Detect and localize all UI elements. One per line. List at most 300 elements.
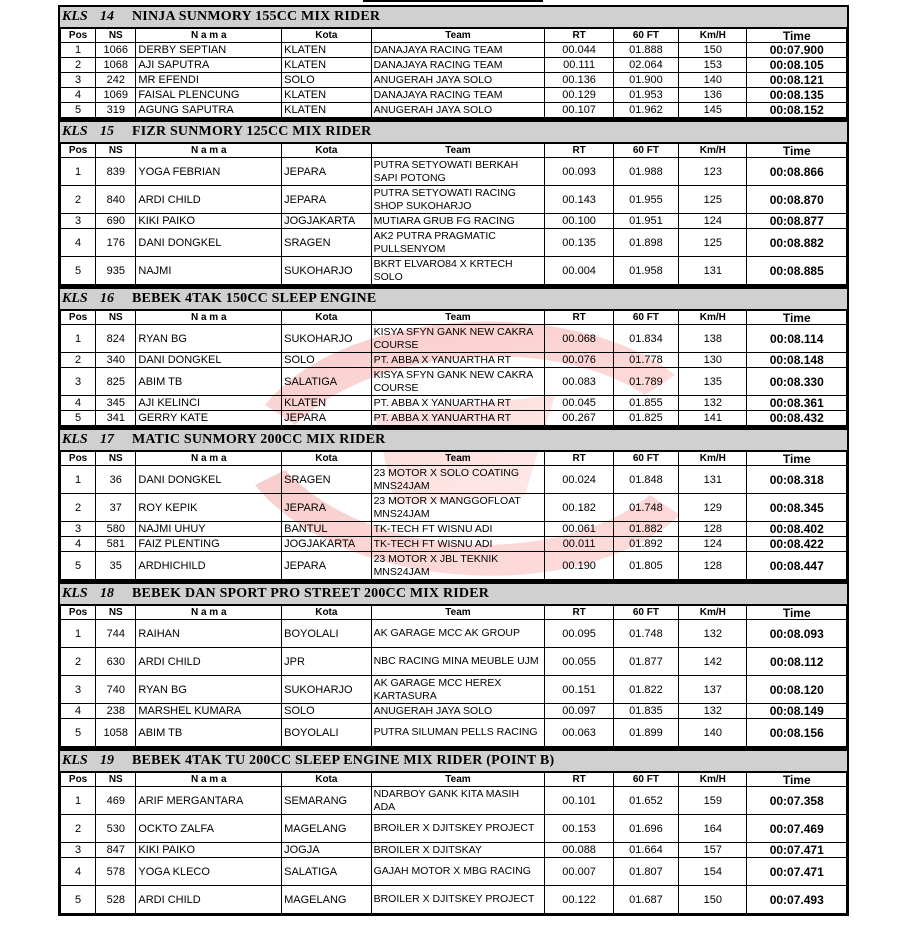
column-header-rt: RT — [545, 311, 613, 325]
column-header-ns: NS — [96, 29, 136, 43]
column-header-kmh: Km/H — [679, 606, 747, 620]
cell-kota: SRAGEN — [282, 229, 371, 257]
cell-kmh: 131 — [679, 257, 747, 285]
cell-pos: 3 — [61, 73, 96, 88]
cell-ns: 340 — [96, 353, 136, 368]
cell-time: 00:08.114 — [747, 325, 847, 353]
cell-pos: 3 — [61, 368, 96, 396]
column-header-ft: 60 FT — [613, 606, 678, 620]
cell-kmh: 164 — [679, 815, 747, 843]
cell-team: DANAJAYA RACING TEAM — [371, 43, 545, 58]
cell-rt: 00.111 — [545, 58, 613, 73]
cell-nama: OCKTO ZALFA — [136, 815, 282, 843]
cell-ft: 01.807 — [613, 858, 678, 886]
cell-ft: 01.877 — [613, 648, 678, 676]
cell-time: 00:07.471 — [747, 843, 847, 858]
column-header-pos: Pos — [61, 452, 96, 466]
cell-rt: 00.024 — [545, 466, 613, 494]
cell-rt: 00.068 — [545, 325, 613, 353]
cell-kota: SOLO — [282, 73, 371, 88]
table-row — [61, 103, 847, 118]
cell-kmh: 141 — [679, 411, 747, 426]
cell-nama: DANI DONGKEL — [136, 229, 282, 257]
cell-ns: 1058 — [96, 719, 136, 747]
table-row — [61, 229, 847, 257]
cell-kmh: 145 — [679, 103, 747, 118]
column-header-rt: RT — [545, 773, 613, 787]
cell-ns: 740 — [96, 676, 136, 704]
results-sheet — [58, 0, 849, 916]
results-table — [60, 772, 847, 914]
column-header-ft: 60 FT — [613, 29, 678, 43]
column-header-pos: Pos — [61, 773, 96, 787]
results-table — [60, 310, 847, 426]
cell-team: PUTRA SILUMAN PELLS RACING — [371, 719, 545, 747]
table-row — [61, 494, 847, 522]
cell-time: 00:08.402 — [747, 522, 847, 537]
cell-nama: FAIZ PLENTING — [136, 537, 282, 552]
cell-time: 00:08.885 — [747, 257, 847, 285]
class-section — [58, 428, 849, 582]
column-header-time: Time — [747, 773, 847, 787]
cell-rt: 00.076 — [545, 353, 613, 368]
cell-kota: SALATIGA — [282, 858, 371, 886]
cell-rt: 00.153 — [545, 815, 613, 843]
cell-kota: KLATEN — [282, 103, 371, 118]
cell-time: 00:08.330 — [747, 368, 847, 396]
cell-nama: MR EFENDI — [136, 73, 282, 88]
column-header-team: Team — [371, 144, 545, 158]
cell-rt: 00.011 — [545, 537, 613, 552]
class-title: BEBEK 4TAK TU 200CC SLEEP ENGINE MIX RIDER (POINT B) — [132, 753, 555, 768]
cell-kmh: 150 — [679, 886, 747, 914]
table-row — [61, 704, 847, 719]
cell-time: 00:07.358 — [747, 787, 847, 815]
column-header-team: Team — [371, 452, 545, 466]
column-header-time: Time — [747, 144, 847, 158]
cell-team: GAJAH MOTOR X MBG RACING — [371, 858, 545, 886]
cell-time: 00:08.093 — [747, 620, 847, 648]
cell-kmh: 140 — [679, 73, 747, 88]
class-header — [60, 120, 847, 143]
table-row — [61, 257, 847, 285]
column-header-kmh: Km/H — [679, 29, 747, 43]
cell-time: 00:08.877 — [747, 214, 847, 229]
cell-kmh: 125 — [679, 229, 747, 257]
class-header — [60, 428, 847, 451]
cell-kota: SRAGEN — [282, 466, 371, 494]
cell-ns: 345 — [96, 396, 136, 411]
cell-ns: 578 — [96, 858, 136, 886]
cell-time: 00:08.432 — [747, 411, 847, 426]
cell-kmh: 140 — [679, 719, 747, 747]
column-header-kmh: Km/H — [679, 311, 747, 325]
cell-ft: 02.064 — [613, 58, 678, 73]
cell-pos: 4 — [61, 396, 96, 411]
cell-rt: 00.122 — [545, 886, 613, 914]
cell-time: 00:08.120 — [747, 676, 847, 704]
cell-nama: ARIF MERGANTARA — [136, 787, 282, 815]
cell-team: ANUGERAH JAYA SOLO — [371, 73, 545, 88]
cell-nama: ARDI CHILD — [136, 186, 282, 214]
cell-kota: MAGELANG — [282, 815, 371, 843]
cell-kmh: 124 — [679, 214, 747, 229]
cell-rt: 00.088 — [545, 843, 613, 858]
column-header-ns: NS — [96, 452, 136, 466]
cell-kmh: 124 — [679, 537, 747, 552]
cell-pos: 2 — [61, 648, 96, 676]
cell-rt: 00.100 — [545, 214, 613, 229]
table-row — [61, 886, 847, 914]
table-row — [61, 552, 847, 580]
cell-kota: KLATEN — [282, 88, 371, 103]
cell-kmh: 132 — [679, 396, 747, 411]
cell-ns: 1068 — [96, 58, 136, 73]
cell-team: ANUGERAH JAYA SOLO — [371, 103, 545, 118]
cell-pos: 1 — [61, 466, 96, 494]
cell-nama: RYAN BG — [136, 676, 282, 704]
table-header-row — [61, 29, 847, 43]
cell-rt: 00.055 — [545, 648, 613, 676]
cell-pos: 1 — [61, 325, 96, 353]
cell-kota: KLATEN — [282, 58, 371, 73]
column-header-team: Team — [371, 311, 545, 325]
kls-number: 19 — [100, 753, 114, 768]
cell-ft: 01.696 — [613, 815, 678, 843]
class-title: NINJA SUNMORY 155CC MIX RIDER — [132, 9, 381, 24]
cell-nama: ARDI CHILD — [136, 648, 282, 676]
table-row — [61, 396, 847, 411]
column-header-kota: Kota — [282, 144, 371, 158]
cell-pos: 3 — [61, 676, 96, 704]
column-header-ft: 60 FT — [613, 311, 678, 325]
cell-pos: 5 — [61, 886, 96, 914]
cell-ft: 01.848 — [613, 466, 678, 494]
cell-kota: JOGJA — [282, 843, 371, 858]
cell-kmh: 138 — [679, 325, 747, 353]
kls-number: 16 — [100, 291, 114, 306]
kls-label: KLS — [62, 753, 88, 768]
cell-kota: BOYOLALI — [282, 719, 371, 747]
cell-time: 00:07.469 — [747, 815, 847, 843]
class-section — [58, 749, 849, 916]
cell-nama: NAJMI — [136, 257, 282, 285]
cell-rt: 00.061 — [545, 522, 613, 537]
cell-ns: 341 — [96, 411, 136, 426]
cell-team: DANAJAYA RACING TEAM — [371, 88, 545, 103]
cell-ns: 847 — [96, 843, 136, 858]
cell-time: 00:08.112 — [747, 648, 847, 676]
cell-ft: 01.855 — [613, 396, 678, 411]
column-header-kota: Kota — [282, 606, 371, 620]
column-header-team: Team — [371, 773, 545, 787]
cell-pos: 4 — [61, 88, 96, 103]
kls-label: KLS — [62, 124, 88, 139]
column-header-nama: N a m a — [136, 773, 282, 787]
cell-team: PUTRA SETYOWATI BERKAH SAPI POTONG — [371, 158, 545, 186]
cell-nama: ABIM TB — [136, 368, 282, 396]
cell-ft: 01.899 — [613, 719, 678, 747]
cell-ft: 01.900 — [613, 73, 678, 88]
class-section — [58, 120, 849, 287]
cell-ns: 528 — [96, 886, 136, 914]
cell-time: 00:08.318 — [747, 466, 847, 494]
table-header-row — [61, 452, 847, 466]
cell-kmh: 154 — [679, 858, 747, 886]
column-header-kmh: Km/H — [679, 773, 747, 787]
cell-pos: 1 — [61, 787, 96, 815]
cell-team: BROILER X DJITSKEY PROJECT — [371, 886, 545, 914]
cell-rt: 00.151 — [545, 676, 613, 704]
table-row — [61, 676, 847, 704]
cell-rt: 00.143 — [545, 186, 613, 214]
cell-ft: 01.652 — [613, 787, 678, 815]
cell-team: ANUGERAH JAYA SOLO — [371, 704, 545, 719]
table-row — [61, 815, 847, 843]
cell-ft: 01.888 — [613, 43, 678, 58]
column-header-nama: N a m a — [136, 606, 282, 620]
cell-pos: 1 — [61, 158, 96, 186]
cell-time: 00:08.345 — [747, 494, 847, 522]
cell-time: 00:08.882 — [747, 229, 847, 257]
cell-ns: 839 — [96, 158, 136, 186]
table-row — [61, 522, 847, 537]
cell-kota: JEPARA — [282, 552, 371, 580]
column-header-rt: RT — [545, 606, 613, 620]
cell-time: 00:08.105 — [747, 58, 847, 73]
table-row — [61, 843, 847, 858]
cell-nama: ABIM TB — [136, 719, 282, 747]
cell-ns: 530 — [96, 815, 136, 843]
cell-ft: 01.825 — [613, 411, 678, 426]
cell-team: AK GARAGE MCC AK GROUP — [371, 620, 545, 648]
cell-team: NDARBOY GANK KITA MASIH ADA — [371, 787, 545, 815]
cell-kmh: 159 — [679, 787, 747, 815]
cell-kmh: 130 — [679, 353, 747, 368]
cell-kota: JEPARA — [282, 158, 371, 186]
cell-pos: 4 — [61, 704, 96, 719]
cell-ft: 01.882 — [613, 522, 678, 537]
cell-kota: MAGELANG — [282, 886, 371, 914]
cell-nama: ARDHICHILD — [136, 552, 282, 580]
cell-time: 00:08.870 — [747, 186, 847, 214]
column-header-kota: Kota — [282, 773, 371, 787]
cell-nama: DANI DONGKEL — [136, 466, 282, 494]
table-row — [61, 858, 847, 886]
cell-team: NBC RACING MINA MEUBLE UJM — [371, 648, 545, 676]
table-row — [61, 186, 847, 214]
column-header-time: Time — [747, 452, 847, 466]
column-header-kota: Kota — [282, 452, 371, 466]
column-header-ft: 60 FT — [613, 144, 678, 158]
cell-kota: SALATIGA — [282, 368, 371, 396]
column-header-ft: 60 FT — [613, 773, 678, 787]
cell-kota: JEPARA — [282, 186, 371, 214]
cell-kota: SUKOHARJO — [282, 325, 371, 353]
cell-rt: 00.063 — [545, 719, 613, 747]
cell-ns: 176 — [96, 229, 136, 257]
table-row — [61, 719, 847, 747]
cell-ns: 690 — [96, 214, 136, 229]
cell-team: BROILER X DJITSKEY PROJECT — [371, 815, 545, 843]
table-row — [61, 368, 847, 396]
cell-ft: 01.789 — [613, 368, 678, 396]
cell-nama: FAISAL PLENCUNG — [136, 88, 282, 103]
cell-ft: 01.953 — [613, 88, 678, 103]
cell-time: 00:08.152 — [747, 103, 847, 118]
class-header — [60, 582, 847, 605]
cell-team: PT. ABBA X YANUARTHA RT — [371, 353, 545, 368]
cell-kota: KLATEN — [282, 43, 371, 58]
cell-ft: 01.958 — [613, 257, 678, 285]
cell-ns: 1069 — [96, 88, 136, 103]
kls-number: 14 — [100, 9, 114, 24]
cell-rt: 00.135 — [545, 229, 613, 257]
cell-pos: 4 — [61, 229, 96, 257]
kls-number: 18 — [100, 586, 114, 601]
column-header-kmh: Km/H — [679, 452, 747, 466]
cell-nama: ROY KEPIK — [136, 494, 282, 522]
cell-ns: 581 — [96, 537, 136, 552]
cell-team: KISYA SFYN GANK NEW CAKRA COURSE — [371, 325, 545, 353]
cell-ft: 01.664 — [613, 843, 678, 858]
table-header-row — [61, 144, 847, 158]
cell-kota: JPR — [282, 648, 371, 676]
column-header-time: Time — [747, 29, 847, 43]
cell-ns: 37 — [96, 494, 136, 522]
cell-ft: 01.892 — [613, 537, 678, 552]
cell-nama: YOGA FEBRIAN — [136, 158, 282, 186]
cell-pos: 2 — [61, 353, 96, 368]
table-row — [61, 158, 847, 186]
cell-pos: 2 — [61, 58, 96, 73]
cell-rt: 00.095 — [545, 620, 613, 648]
table-row — [61, 466, 847, 494]
class-list — [58, 5, 849, 916]
cell-nama: MARSHEL KUMARA — [136, 704, 282, 719]
cell-nama: AGUNG SAPUTRA — [136, 103, 282, 118]
cell-nama: RYAN BG — [136, 325, 282, 353]
class-title: FIZR SUNMORY 125CC MIX RIDER — [132, 124, 372, 139]
cell-ft: 01.822 — [613, 676, 678, 704]
cell-time: 00:08.447 — [747, 552, 847, 580]
column-header-ns: NS — [96, 144, 136, 158]
cell-ft: 01.835 — [613, 704, 678, 719]
cell-ft: 01.951 — [613, 214, 678, 229]
column-header-ft: 60 FT — [613, 452, 678, 466]
cell-rt: 00.107 — [545, 103, 613, 118]
cell-ft: 01.805 — [613, 552, 678, 580]
column-header-pos: Pos — [61, 311, 96, 325]
class-header — [60, 5, 847, 28]
cell-rt: 00.101 — [545, 787, 613, 815]
cell-ft: 01.748 — [613, 494, 678, 522]
cell-rt: 00.097 — [545, 704, 613, 719]
cell-nama: KIKI PAIKO — [136, 843, 282, 858]
table-row — [61, 411, 847, 426]
cell-team: BROILER X DJITSKAY — [371, 843, 545, 858]
cell-pos: 5 — [61, 552, 96, 580]
cell-time: 00:08.121 — [747, 73, 847, 88]
cell-pos: 2 — [61, 494, 96, 522]
top-border — [58, 0, 849, 5]
cell-time: 00:08.148 — [747, 353, 847, 368]
cell-pos: 5 — [61, 411, 96, 426]
class-header — [60, 749, 847, 772]
cell-time: 00:07.900 — [747, 43, 847, 58]
cell-ns: 580 — [96, 522, 136, 537]
cell-team: PUTRA SETYOWATI RACING SHOP SUKOHARJO — [371, 186, 545, 214]
cell-kota: SOLO — [282, 353, 371, 368]
cell-rt: 00.044 — [545, 43, 613, 58]
class-section — [58, 582, 849, 749]
table-row — [61, 214, 847, 229]
kls-number: 15 — [100, 124, 114, 139]
cell-pos: 5 — [61, 719, 96, 747]
column-header-team: Team — [371, 29, 545, 43]
cell-team: 23 MOTOR X MANGGOFLOAT MNS24JAM — [371, 494, 545, 522]
cell-kmh: 132 — [679, 620, 747, 648]
cell-pos: 3 — [61, 522, 96, 537]
cell-nama: KIKI PAIKO — [136, 214, 282, 229]
cell-rt: 00.129 — [545, 88, 613, 103]
cell-kota: JOGJAKARTA — [282, 537, 371, 552]
column-header-nama: N a m a — [136, 144, 282, 158]
table-row — [61, 73, 847, 88]
column-header-rt: RT — [545, 452, 613, 466]
cell-pos: 2 — [61, 186, 96, 214]
cell-time: 00:08.361 — [747, 396, 847, 411]
column-header-time: Time — [747, 606, 847, 620]
column-header-ns: NS — [96, 606, 136, 620]
column-header-ns: NS — [96, 773, 136, 787]
cell-ns: 824 — [96, 325, 136, 353]
cell-ft: 01.898 — [613, 229, 678, 257]
cell-ns: 935 — [96, 257, 136, 285]
column-header-rt: RT — [545, 144, 613, 158]
cell-team: TK-TECH FT WISNU ADI — [371, 537, 545, 552]
cell-team: DANAJAYA RACING TEAM — [371, 58, 545, 73]
class-section — [58, 287, 849, 428]
cell-kmh: 150 — [679, 43, 747, 58]
cell-time: 00:08.866 — [747, 158, 847, 186]
cell-ns: 469 — [96, 787, 136, 815]
class-title: BEBEK DAN SPORT PRO STREET 200CC MIX RIDER — [132, 586, 490, 601]
column-header-nama: N a m a — [136, 452, 282, 466]
cell-ft: 01.955 — [613, 186, 678, 214]
cell-kmh: 142 — [679, 648, 747, 676]
cell-pos: 1 — [61, 620, 96, 648]
cell-ns: 36 — [96, 466, 136, 494]
column-header-team: Team — [371, 606, 545, 620]
cell-kota: JEPARA — [282, 411, 371, 426]
table-row — [61, 787, 847, 815]
cell-team: 23 MOTOR X JBL TEKNIK MNS24JAM — [371, 552, 545, 580]
cell-ns: 238 — [96, 704, 136, 719]
cell-ns: 35 — [96, 552, 136, 580]
cell-rt: 00.093 — [545, 158, 613, 186]
table-row — [61, 88, 847, 103]
column-header-pos: Pos — [61, 29, 96, 43]
cell-kota: SUKOHARJO — [282, 257, 371, 285]
cell-rt: 00.045 — [545, 396, 613, 411]
cell-team: MUTIARA GRUB FG RACING — [371, 214, 545, 229]
kls-label: KLS — [62, 432, 88, 447]
cell-kmh: 135 — [679, 368, 747, 396]
cell-time: 00:07.493 — [747, 886, 847, 914]
column-header-kota: Kota — [282, 311, 371, 325]
cell-nama: GERRY KATE — [136, 411, 282, 426]
